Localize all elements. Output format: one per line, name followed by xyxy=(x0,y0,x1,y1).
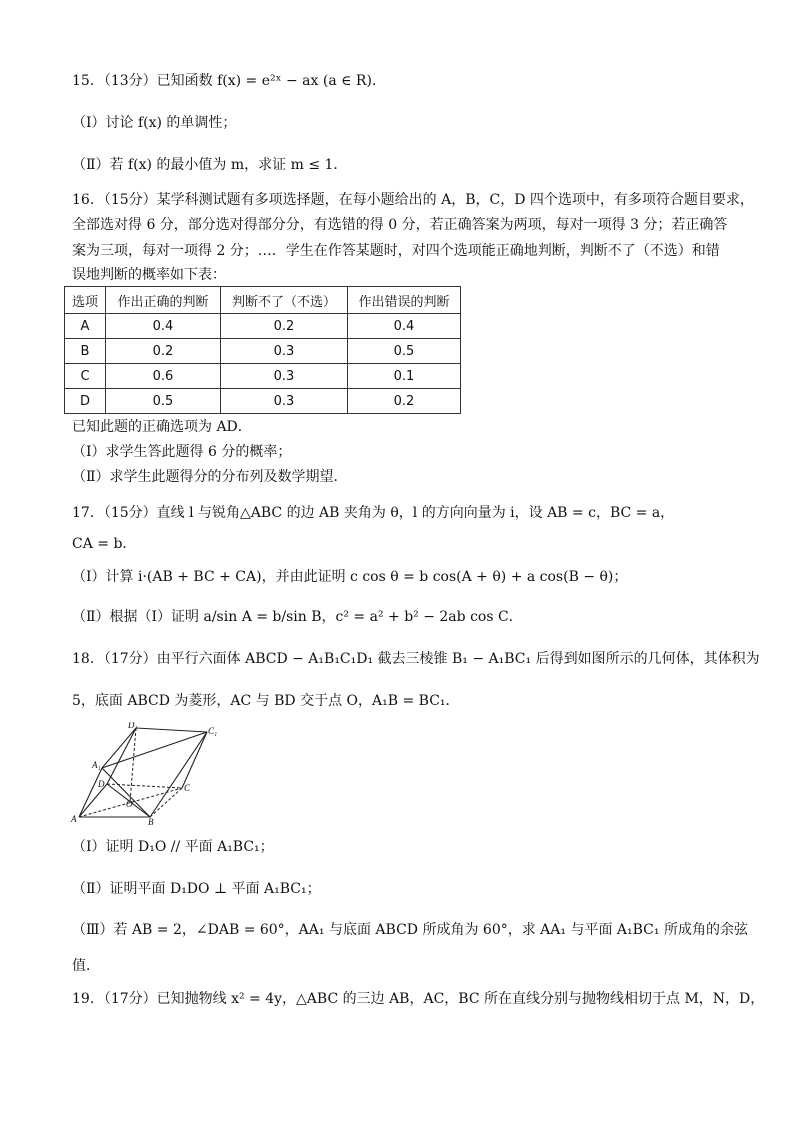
probability-table xyxy=(64,286,461,414)
q17-line2: CA = b． xyxy=(72,536,137,552)
table-header: 作出错误的判断 xyxy=(348,287,461,314)
q18-part3b: 值． xyxy=(72,958,100,974)
table-cell: 0.5 xyxy=(348,339,461,364)
table-header: 作出正确的判断 xyxy=(106,287,221,314)
q17-part2: （Ⅱ）根据（Ⅰ）证明 a/sin A = b/sin B，c² = a² + b² − 2ab cos C． xyxy=(72,609,523,625)
table-cell: 0.2 xyxy=(221,314,348,339)
label-C1: C₁ xyxy=(208,726,218,736)
table-cell: 0.4 xyxy=(106,314,221,339)
q19-line1: 19．（17分）已知抛物线 x² = 4y，△ABC 的三边 AB，AC，BC 所在直线分别与抛物线相切于点 M，N，D， xyxy=(72,991,765,1007)
q18-line1: 18．（17分）由平行六面体 ABCD − A₁B₁C₁D₁ 截去三棱锥 B₁ − A₁BC₁ 后得到如图所示的几何体，其体积为 xyxy=(72,651,760,667)
q17-line1: 17．（15分）直线 l 与锐角△ABC 的边 AB 夹角为 θ，l 的方向向量为 i，设 AB = c，BC = a， xyxy=(72,505,675,521)
geometry-figure xyxy=(70,722,220,826)
q15-part2: （Ⅱ）若 f(x) 的最小值为 m，求证 m ≤ 1． xyxy=(72,157,348,173)
q16-part2: （Ⅱ）求学生此题得分的分布列及数学期望． xyxy=(72,469,348,485)
q16-after-table: 已知此题的正确选项为 AD． xyxy=(72,419,252,435)
q15-stem: 15．（13分）已知函数 f(x) = e²ˣ − ax (a ∈ R)． xyxy=(72,73,386,89)
table-cell: 0.4 xyxy=(348,314,461,339)
table-cell: 0.3 xyxy=(221,364,348,389)
q16-line3: 案为三项，每对一项得 2 分；…．学生在作答某题时，对四个选项能正确地判断，判断不了（不选）和错 xyxy=(72,243,720,259)
q18-part1: （Ⅰ）证明 D₁O // 平面 A₁BC₁； xyxy=(72,839,274,855)
label-D: D xyxy=(98,779,105,789)
table-cell: 0.6 xyxy=(106,364,221,389)
q16-line4: 误地判断的概率如下表： xyxy=(72,267,226,283)
table-cell: 0.5 xyxy=(106,389,221,414)
table-cell: D xyxy=(65,389,106,414)
table-cell: 0.2 xyxy=(106,339,221,364)
q16-line1: 16．（15分）某学科测试题有多项选择题，在每小题给出的 A，B，C，D 四个选项中，有多项符合题目要求， xyxy=(72,192,754,208)
table-row xyxy=(65,314,461,339)
table-cell: 0.1 xyxy=(348,364,461,389)
table-row xyxy=(65,339,461,364)
table-row xyxy=(65,389,461,414)
table-cell: 0.3 xyxy=(221,389,348,414)
table-header: 选项 xyxy=(65,287,106,314)
table-header: 判断不了（不选） xyxy=(221,287,348,314)
q17-part1: （Ⅰ）计算 i·(AB + BC + CA)，并由此证明 c cos θ = b cos(A + θ) + a cos(B − θ)； xyxy=(72,569,628,585)
label-A: A xyxy=(71,814,77,824)
q16-line2: 全部选对得 6 分，部分选对得部分分，有选错的得 0 分，若正确答案为两项，每对一项得 3 分；若正确答 xyxy=(72,217,728,233)
table-cell: 0.3 xyxy=(221,339,348,364)
label-C: C xyxy=(184,783,191,793)
table-cell: 0.2 xyxy=(348,389,461,414)
q18-part3a: （Ⅲ）若 AB = 2，∠DAB = 60°，AA₁ 与底面 ABCD 所成角为 60°，求 AA₁ 与平面 A₁BC₁ 所成角的余弦 xyxy=(72,922,748,938)
label-B: B xyxy=(148,817,154,826)
table-cell: A xyxy=(65,314,106,339)
label-O: O xyxy=(126,799,133,809)
table-cell: B xyxy=(65,339,106,364)
q18-part2: （Ⅱ）证明平面 D₁DO ⊥ 平面 A₁BC₁； xyxy=(72,881,321,897)
q15-part1: （Ⅰ）讨论 f(x) 的单调性； xyxy=(72,115,237,131)
q16-part1: （Ⅰ）求学生答此题得 6 分的概率； xyxy=(72,444,292,460)
table-cell: C xyxy=(65,364,106,389)
table-row xyxy=(65,364,461,389)
table-header-row xyxy=(65,287,461,314)
label-A1: A₁ xyxy=(92,760,101,770)
label-D1: D₁ xyxy=(128,722,138,730)
q18-line2: 5，底面 ABCD 为菱形，AC 与 BD 交于点 O，A₁B = BC₁． xyxy=(72,693,460,709)
